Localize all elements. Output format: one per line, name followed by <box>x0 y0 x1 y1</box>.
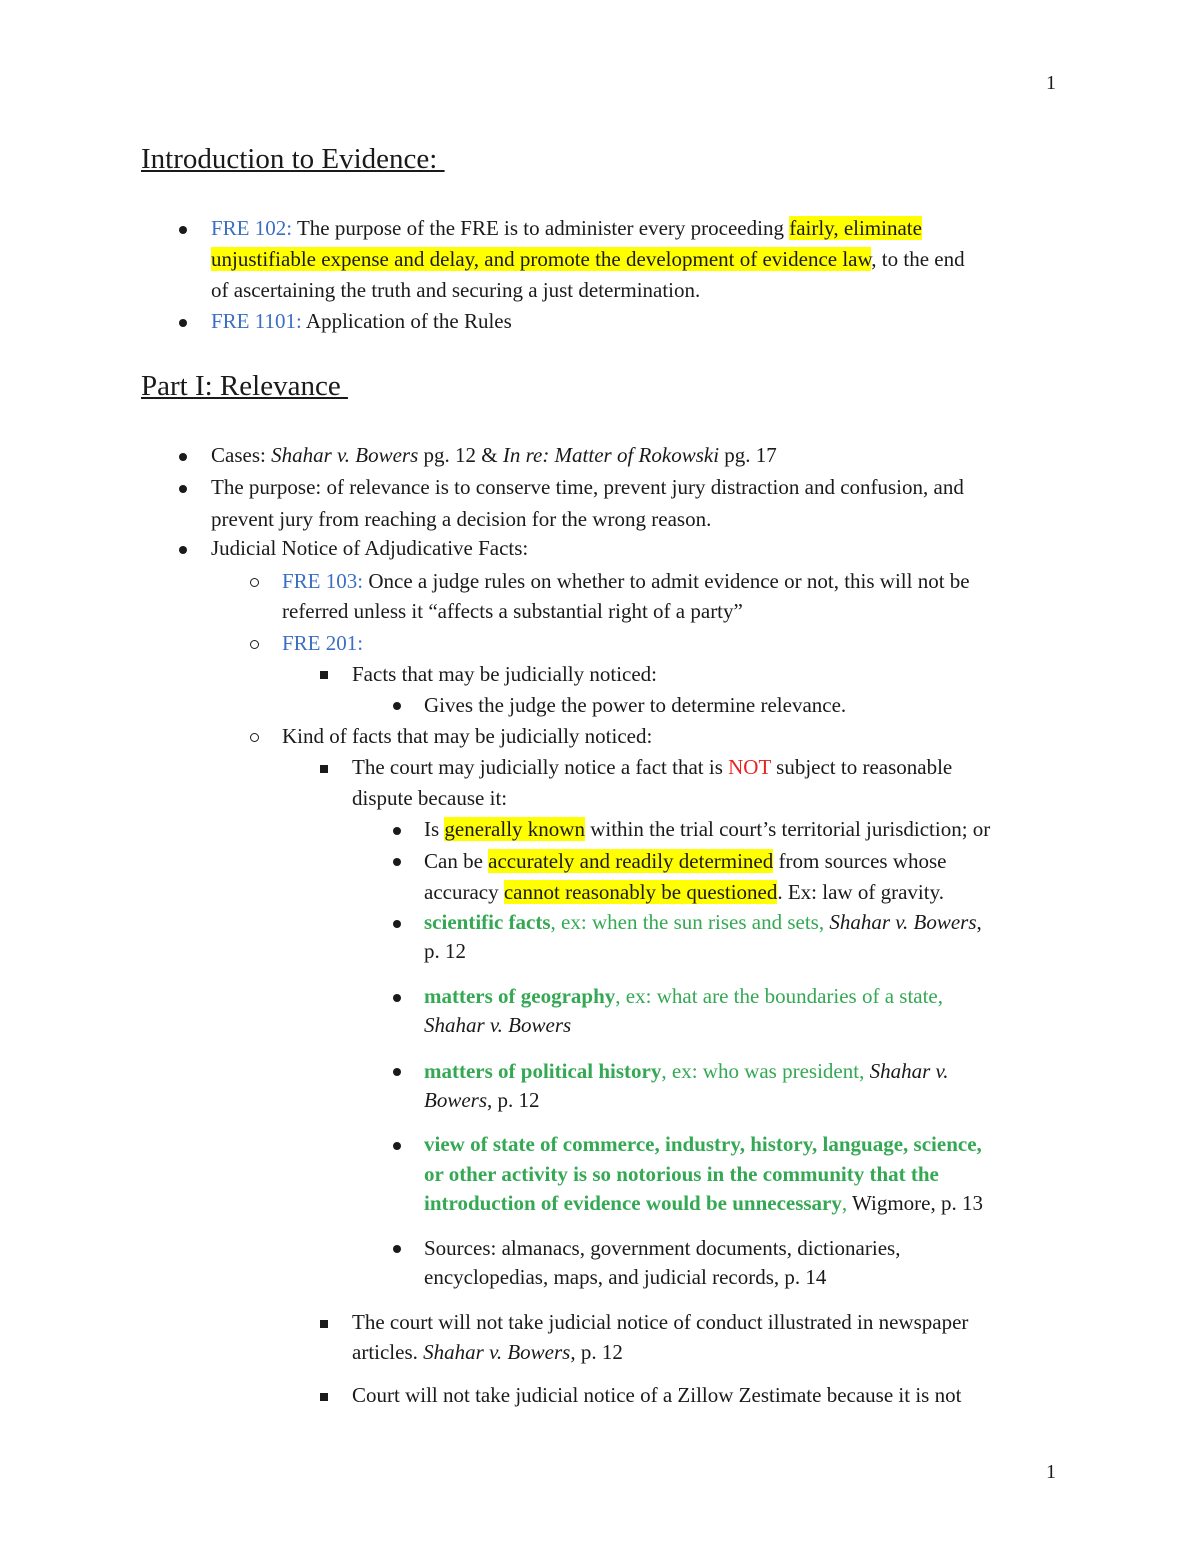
text: . Ex: law of gravity. <box>777 880 944 904</box>
purpose-line1: The purpose: of relevance is to conserve time, prevent jury distraction and confusion, and <box>211 475 964 499</box>
text: from sources whose <box>773 849 947 873</box>
bullet-disc <box>179 226 187 234</box>
case-name: Bowers <box>424 1088 487 1112</box>
case-name: Shahar v. Bowers <box>423 1340 571 1364</box>
sources-line1: Sources: almanacs, government documents, dictionaries, <box>424 1236 901 1260</box>
text: The purpose of the FRE is to administer every proceeding <box>292 216 790 240</box>
green-text: , <box>841 1191 853 1215</box>
green-bold: matters of political history <box>424 1059 662 1083</box>
fre201-facts: Facts that may be judicially noticed: <box>352 662 658 686</box>
fre102-line1 <box>211 216 922 241</box>
determined-line1 <box>424 849 946 874</box>
court-line2: dispute because it: <box>352 786 508 810</box>
view-line3 <box>424 1191 983 1216</box>
purpose-line2: prevent jury from reaching a decision for the wrong reason. <box>211 507 712 531</box>
bullet-square <box>320 671 328 679</box>
judicial-notice-heading: Judicial Notice of Adjudicative Facts: <box>211 536 529 560</box>
text: subject to reasonable <box>770 755 953 779</box>
page-number-bottom: 1 <box>1046 1461 1056 1483</box>
green-text: , ex: what are the boundaries of a state, <box>615 984 944 1008</box>
scientific-line1 <box>424 910 982 935</box>
highlight: accurately and readily determined <box>488 849 774 873</box>
green-bold: introduction of evidence would be unnecessary <box>424 1191 842 1215</box>
text: pg. 12 & <box>418 443 503 467</box>
geography-line1 <box>424 984 943 1009</box>
heading-relevance: Part I: Relevance <box>141 370 348 402</box>
bullet-disc <box>393 1068 401 1076</box>
text: Can be <box>424 849 489 873</box>
bullet-square <box>320 765 328 773</box>
text: The court may judicially notice a fact that is <box>352 755 729 779</box>
fre103-ref: FRE 103: <box>282 569 364 593</box>
text: , p. 12 <box>570 1340 623 1364</box>
fre1101-line <box>211 309 512 334</box>
fre1101-ref: FRE 1101: <box>211 309 302 333</box>
bullet-circle <box>250 578 259 587</box>
bullet-disc <box>179 485 187 493</box>
text: within the trial court’s territorial jurisdiction; or <box>584 817 991 841</box>
heading-introduction: Introduction to Evidence: <box>141 143 445 175</box>
fre102-ref: FRE 102: <box>211 216 293 240</box>
bullet-disc <box>393 1245 401 1253</box>
case-name: Shahar v. <box>869 1059 949 1083</box>
text: Once a judge rules on whether to admit evidence or not, this will not be <box>363 569 970 593</box>
view-line1: view of state of commerce, industry, history, language, science, <box>424 1132 982 1156</box>
text: Application of the Rules <box>301 309 512 333</box>
bullet-disc <box>179 319 187 327</box>
case-name: Shahar v. Bowers <box>829 910 977 934</box>
bullet-disc <box>393 1142 401 1150</box>
fre102-line3: of ascertaining the truth and securing a just determination. <box>211 278 701 302</box>
determined-line2 <box>424 880 944 905</box>
fre103-line1 <box>282 569 970 594</box>
court-line1 <box>352 755 952 780</box>
bullet-disc <box>179 453 187 461</box>
highlight: fairly, eliminate <box>789 216 922 240</box>
known-line <box>424 817 990 842</box>
emphasis-not: NOT <box>728 755 771 779</box>
bullet-disc <box>393 994 401 1002</box>
fre201-ref: FRE 201: <box>282 631 364 655</box>
sources-line2: encyclopedias, maps, and judicial records, p. 14 <box>424 1265 827 1289</box>
newspaper-line2 <box>352 1340 623 1365</box>
text: Cases: <box>211 443 272 467</box>
zillow-line: Court will not take judicial notice of a Zillow Zestimate because it is not <box>352 1383 962 1407</box>
highlight: unjustifiable expense and delay, and promote the development of evidence law <box>211 247 872 271</box>
text: , p. 12 <box>487 1088 540 1112</box>
highlight: cannot reasonably be questioned <box>503 880 778 904</box>
scientific-line2: p. 12 <box>424 939 466 963</box>
bullet-disc <box>393 920 401 928</box>
text: accuracy <box>424 880 504 904</box>
text: pg. 17 <box>719 443 777 467</box>
bullet-square <box>320 1320 328 1328</box>
view-line2: or other activity is so notorious in the community that the <box>424 1162 939 1186</box>
text: Is <box>424 817 445 841</box>
text: , to the end <box>871 247 965 271</box>
bullet-disc <box>393 858 401 866</box>
highlight: generally known <box>444 817 585 841</box>
fre201-power: Gives the judge the power to determine relevance. <box>424 693 847 717</box>
green-text: , ex: who was president, <box>661 1059 870 1083</box>
bullet-disc <box>179 546 187 554</box>
newspaper-line1: The court will not take judicial notice of conduct illustrated in newspaper <box>352 1310 969 1334</box>
geography-line2: Shahar v. Bowers <box>424 1013 572 1037</box>
text: , <box>976 910 982 934</box>
bullet-disc <box>393 702 401 710</box>
political-line2 <box>424 1088 540 1113</box>
green-bold: matters of geography <box>424 984 616 1008</box>
case-name: In re: Matter of Rokowski <box>502 443 720 467</box>
bullet-disc <box>393 827 401 835</box>
green-bold: scientific facts <box>424 910 551 934</box>
green-text: , ex: when the sun rises and sets, <box>550 910 830 934</box>
page-number-top: 1 <box>1046 72 1056 94</box>
bullet-circle <box>250 640 259 649</box>
fre103-line2: referred unless it “affects a substantial right of a party” <box>282 599 743 623</box>
cases-line <box>211 443 777 468</box>
bullet-circle <box>250 733 259 742</box>
kind-heading: Kind of facts that may be judicially noticed: <box>282 724 653 748</box>
political-line1 <box>424 1059 949 1084</box>
case-name: Shahar v. Bowers <box>271 443 419 467</box>
text: Wigmore, p. 13 <box>852 1191 983 1215</box>
fre102-line2 <box>211 247 965 272</box>
text: articles. <box>352 1340 424 1364</box>
bullet-square <box>320 1393 328 1401</box>
